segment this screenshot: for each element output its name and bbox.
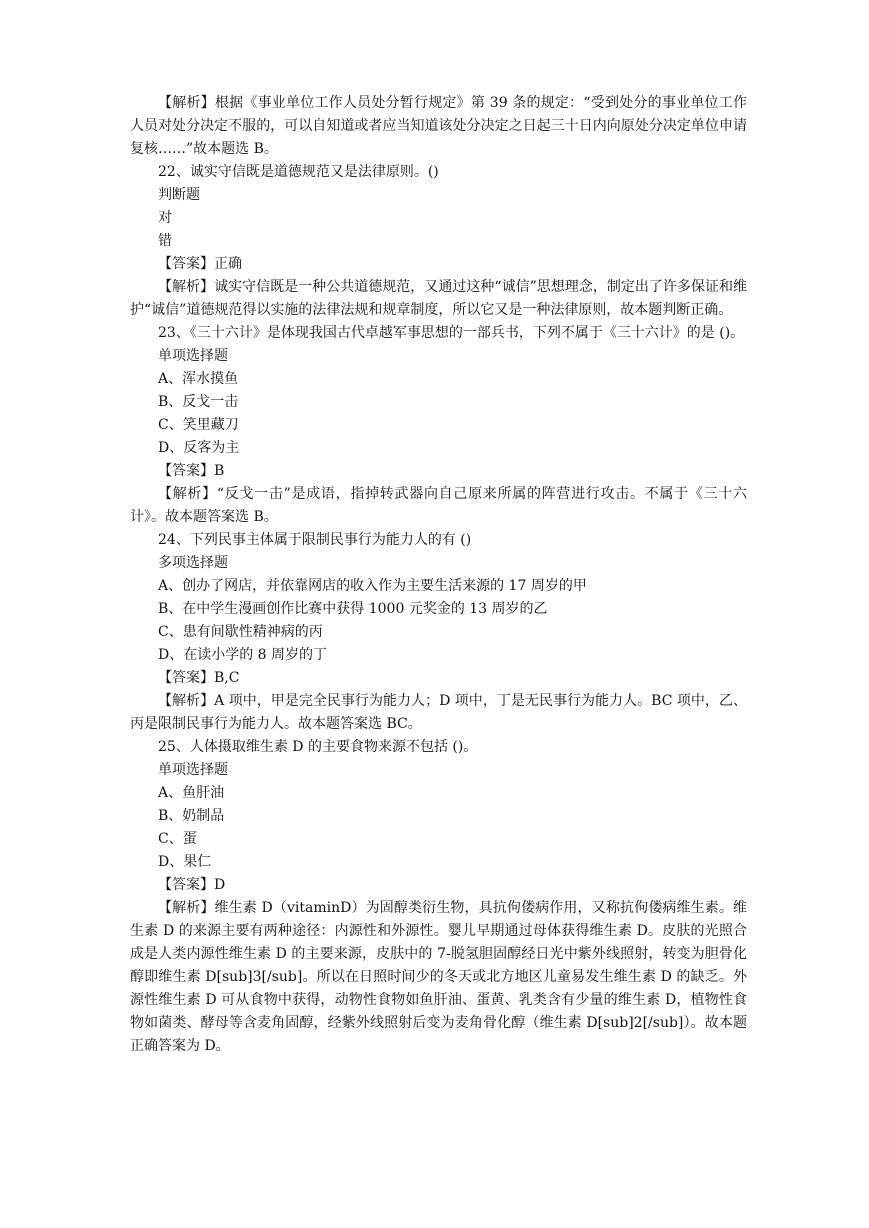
q21-explanation: 【解析】根据《事业单位工作人员处分暂行规定》第 39 条的规定：“受到处分的事业单位工作人员对处分决定不服的，可以自知道或者应当知道该处分决定之日起三十日内向原处分决定单位申请复核……”故本题选 B。 (130, 95, 747, 157)
q25-option-b: B、奶制品 (158, 808, 225, 824)
q25-explanation: 【解析】维生素 D（vitaminD）为固醇类衍生物，具抗佝偻病作用，又称抗佝偻病维生素。维生素 D 的来源主要有两种途径：内源性和外源性。婴儿早期通过母体获得维生素 D。皮肤的光照合成是人类内源性维生素 D 的主要来源，皮肤中的 7-脱氢胆固醇经日光中紫外线照射，转变为胆骨化醇即维生素 D[sub]3[/sub]。所以在日照时间少的冬天或北方地区儿童易发生维生素 D 的缺乏。外源性维生素 D 可从食物中获得，动物性食物如鱼肝油、蛋黄、乳类含有少量的维生素 D，植物性食物如菌类、酵母等含麦角固醇，经紫外线照射后变为麦角骨化醇（维生素 D[sub]2[/sub]）。故本题正确答案为 D。 (130, 900, 747, 1054)
q22-option-true: 对 (158, 210, 172, 226)
q24-answer: 【答案】B,C (158, 670, 240, 686)
q22-question: 22、诚实守信既是道德规范又是法律原则。() (158, 164, 439, 180)
q24-option-d: D、在读小学的 8 周岁的丁 (158, 647, 328, 663)
q24-option-b: B、在中学生漫画创作比赛中获得 1000 元奖金的 13 周岁的乙 (158, 601, 548, 617)
q25-question: 25、人体摄取维生素 D 的主要食物来源不包括 ()。 (158, 739, 478, 755)
q24-option-a: A、创办了网店，并依靠网店的收入作为主要生活来源的 17 周岁的甲 (158, 578, 587, 594)
q23-answer: 【答案】B (158, 463, 225, 479)
document-page (130, 92, 747, 1058)
q23-option-d: D、反客为主 (158, 440, 240, 456)
q24-type: 多项选择题 (158, 555, 228, 571)
q23-explanation: 【解析】“反戈一击”是成语，指掉转武器向自己原来所属的阵营进行攻击。不属于《三十六计》。故本题答案选 B。 (130, 486, 747, 525)
q25-answer: 【答案】D (158, 877, 226, 893)
q22-answer: 【答案】正确 (158, 256, 242, 272)
q25-option-c: C、蛋 (158, 831, 197, 847)
q24-question: 24、下列民事主体属于限制民事行为能力人的有 () (158, 532, 472, 548)
q23-option-c: C、笑里藏刀 (158, 417, 239, 433)
q25-option-a: A、鱼肝油 (158, 785, 225, 801)
q22-explanation: 【解析】诚实守信既是一种公共道德规范，又通过这种“诚信”思想理念，制定出了许多保证和维护“诚信”道德规范得以实施的法律法规和规章制度，所以它又是一种法律原则，故本题判断正确。 (130, 279, 747, 318)
q23-option-a: A、浑水摸鱼 (158, 371, 239, 387)
q24-explanation: 【解析】A 项中，甲是完全民事行为能力人；D 项中，丁是无民事行为能力人。BC 项中，乙、丙是限制民事行为能力人。故本题答案选 BC。 (130, 693, 747, 732)
q23-option-b: B、反戈一击 (158, 394, 239, 410)
q25-type: 单项选择题 (158, 762, 228, 778)
q25-option-d: D、果仁 (158, 854, 212, 870)
q22-option-false: 错 (158, 233, 172, 249)
q22-type: 判断题 (158, 187, 200, 203)
q24-option-c: C、患有间歇性精神病的丙 (158, 624, 323, 640)
q23-question: 23、《三十六计》是体现我国古代卓越军事思想的一部兵书，下列不属于《三十六计》的是 ()。 (158, 325, 745, 341)
q23-type: 单项选择题 (158, 348, 228, 364)
